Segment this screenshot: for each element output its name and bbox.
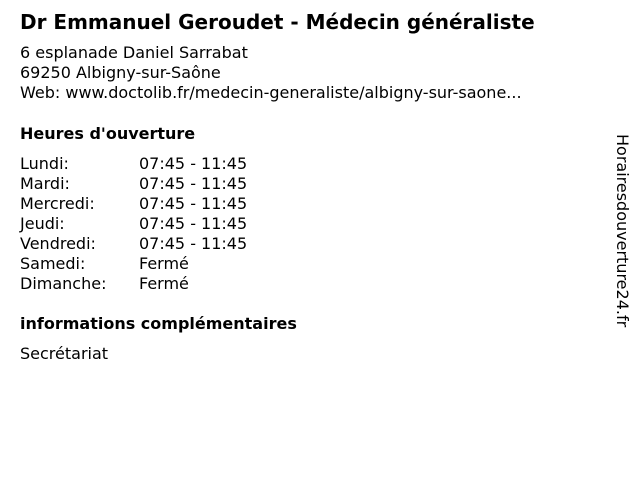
day-label: Samedi: [20,254,86,273]
additional-info-heading: informations complémentaires [20,314,297,333]
day-label: Lundi: [20,154,69,173]
site-watermark: Horairesdouverture24.fr [613,134,632,328]
day-label: Mercredi: [20,194,95,213]
opening-hours-heading: Heures d'ouverture [20,124,196,143]
city-address: 69250 Albigny-sur-Saône [20,63,221,82]
time-value: Fermé [139,254,189,273]
day-label: Mardi: [20,174,70,193]
time-value: Fermé [139,274,189,293]
page-title: Dr Emmanuel Geroudet - Médecin généraliste [20,10,535,34]
time-value: 07:45 - 11:45 [139,154,248,173]
time-value: 07:45 - 11:45 [139,214,248,233]
time-value: 07:45 - 11:45 [139,234,248,253]
additional-info-text: Secrétariat [20,344,109,363]
time-value: 07:45 - 11:45 [139,174,248,193]
day-label: Vendredi: [20,234,96,253]
day-label: Jeudi: [20,214,65,233]
address-block [20,43,522,103]
time-value: 07:45 - 11:45 [139,194,248,213]
day-label: Dimanche: [20,274,107,293]
street-address: 6 esplanade Daniel Sarrabat [20,43,248,62]
website-link[interactable]: Web: www.doctolib.fr/medecin-generaliste/albigny-sur-saone... [20,83,522,102]
